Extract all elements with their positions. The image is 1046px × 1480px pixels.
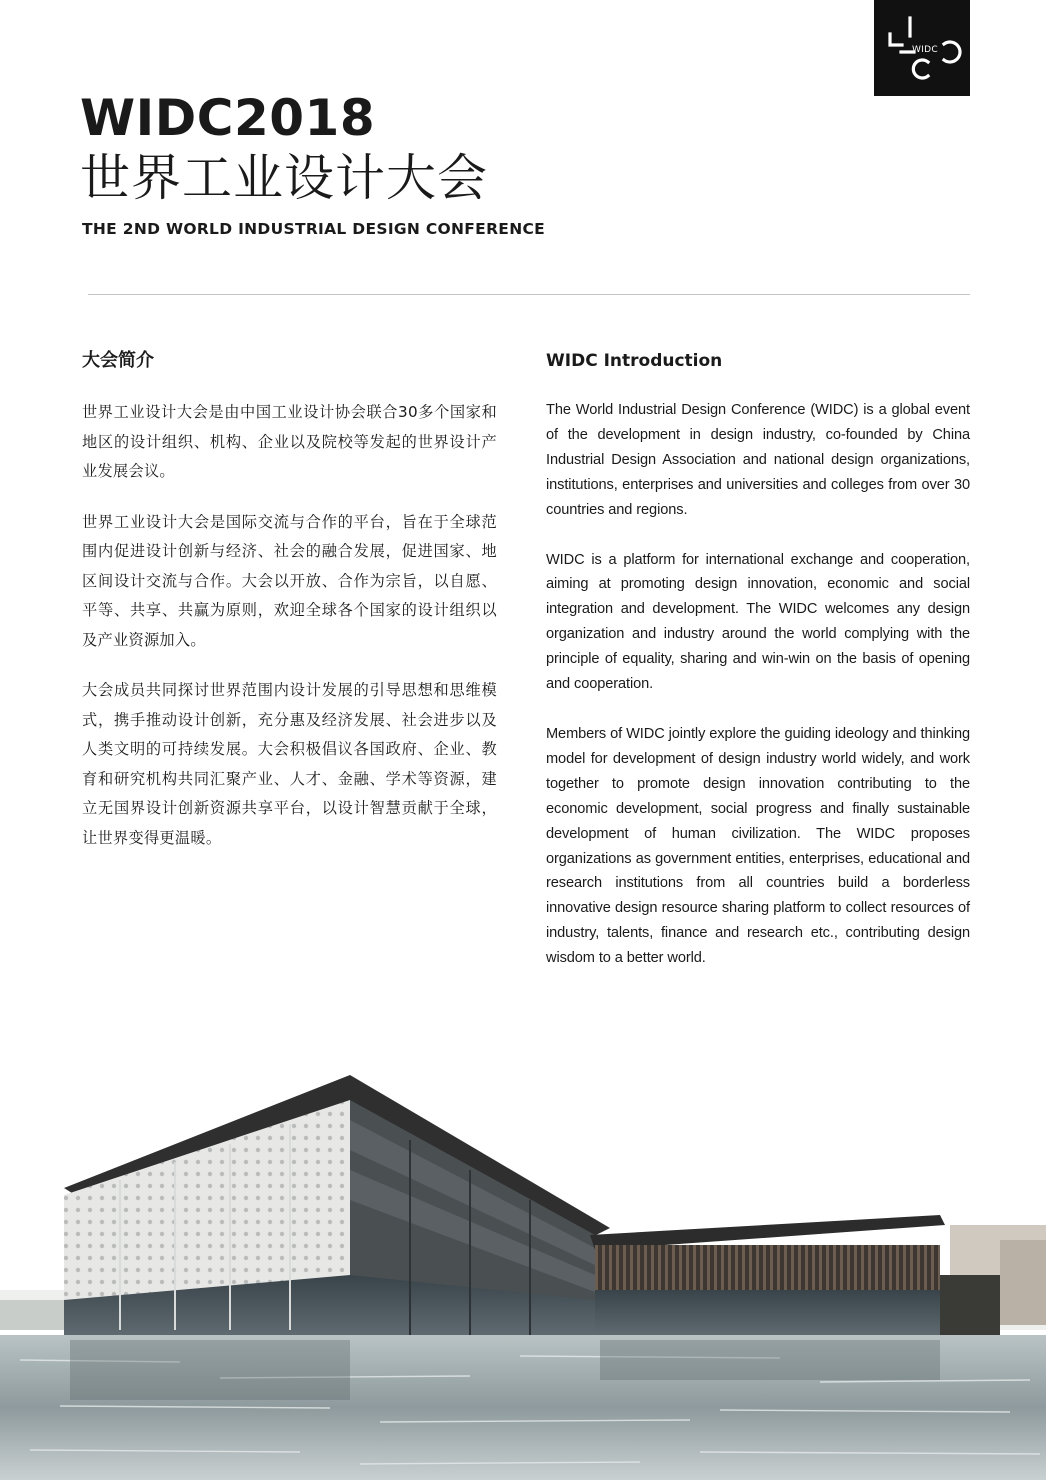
logo-text: WIDC	[912, 45, 938, 55]
page-title-en: WIDC2018	[80, 89, 376, 147]
intro-cn-column	[82, 346, 497, 874]
intro-cn-heading: 大会简介	[82, 350, 154, 371]
intro-cn-paragraph: 大会成员共同探讨世界范围内设计发展的引导思想和思维模式，携手推动设计创新，充分惠及经济发展、社会进步以及人类文明的可持续发展。大会积极倡议各国政府、企业、教育和研究机构共同汇聚产业、人才、金融、学术等资源，建立无国界设计创新资源共享平台，以设计智慧贡献于全球，让世界变得更温暖。	[82, 681, 497, 847]
intro-cn-paragraph: 世界工业设计大会是国际交流与合作的平台，旨在于全球范围内促进设计创新与经济、社会的融合发展，促进国家、地区间设计交流与合作。大会以开放、合作为宗旨，以自愿、平等、共享、共赢为原则，欢迎全球各个国家的设计组织以及产业资源加入。	[82, 512, 497, 649]
intro-en-column	[546, 346, 970, 996]
page-title-cn: 世界工业设计大会	[80, 149, 488, 207]
page-subtitle: THE 2ND WORLD INDUSTRIAL DESIGN CONFERENCE	[82, 220, 546, 238]
intro-en-paragraph: WIDC is a platform for international exchange and cooperation, aiming at promoting design innovation, economic and social integration and development. The WIDC welcomes any design organization and industry around the world complying with the principle of equality, sharing and win-win on the basis of opening and cooperation.	[546, 551, 970, 693]
intro-en-heading: WIDC Introduction	[546, 351, 723, 371]
intro-cn-paragraph: 世界工业设计大会是由中国工业设计协会联合30多个国家和地区的设计组织、机构、企业以及院校等发起的世界设计产业发展会议。	[82, 403, 497, 480]
intro-en-paragraph: Members of WIDC jointly explore the guiding ideology and thinking model for development of design industry world widely, and work together to promote design innovation contributing to the economic development, social progress and finally sustainable development of human civilization. The WIDC proposes organizations as government entities, enterprises, educational and research institutions from all countries build a borderless innovative design resource sharing platform to collect resources of industry, talents, finance and research etc., contributing design wisdom to a better world.	[546, 725, 970, 967]
conference-building-photo	[0, 1060, 1046, 1480]
header-divider	[88, 294, 970, 295]
widc-logo	[874, 0, 970, 96]
intro-en-paragraph: The World Industrial Design Conference (WIDC) is a global event of the development in design industry, co-founded by China Industrial Design Association and national design organizations, institutions, enterprises and universities and colleges from over 30 countries and regions.	[546, 402, 970, 518]
